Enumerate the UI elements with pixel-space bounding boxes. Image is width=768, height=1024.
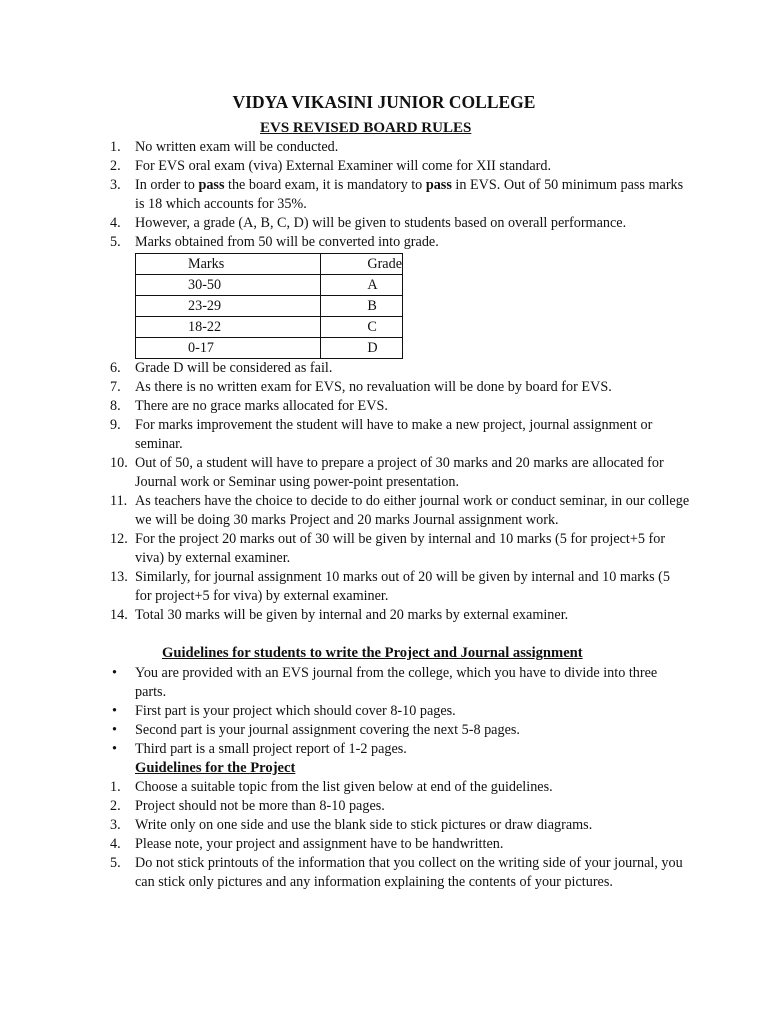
list-item bbox=[0, 740, 690, 759]
rule-text-part: In order to bbox=[135, 177, 199, 193]
rule-item bbox=[0, 397, 690, 416]
table-row bbox=[136, 275, 403, 296]
bullet-text: First part is your project which should cover 8-10 pages. bbox=[135, 703, 456, 719]
list-item bbox=[0, 797, 690, 816]
rule-number: 5. bbox=[110, 234, 121, 250]
list-item bbox=[0, 702, 690, 721]
rule-number: 14. bbox=[110, 607, 128, 623]
project-guidelines-heading: Guidelines for the Project bbox=[135, 760, 296, 776]
item-number: 5. bbox=[110, 855, 121, 871]
project-guidelines-list bbox=[0, 778, 690, 892]
rule-text: However, a grade (A, B, C, D) will be given to students based on overall performance. bbox=[135, 215, 627, 231]
list-item bbox=[0, 778, 690, 797]
table-row bbox=[136, 317, 403, 338]
item-number: 2. bbox=[110, 798, 121, 814]
rule-number: 3. bbox=[110, 177, 121, 193]
rule-number: 13. bbox=[110, 569, 128, 585]
rule-text: As teachers have the choice to decide to do either journal work or conduct seminar, in our college we will be doing 30 marks Project and 20 marks Journal assignment work. bbox=[135, 493, 690, 528]
rule-item bbox=[0, 530, 690, 568]
item-text: Please note, your project and assignment have to be handwritten. bbox=[135, 836, 504, 852]
rule-item bbox=[0, 233, 690, 252]
rules-list-part1 bbox=[0, 138, 690, 252]
rule-text: Similarly, for journal assignment 10 marks out of 20 will be given by internal and 10 marks (5 for project+5 for viva) by external examiner. bbox=[135, 569, 670, 604]
rule-text-bold: pass bbox=[425, 177, 452, 193]
rule-text: For EVS oral exam (viva) External Examiner will come for XII standard. bbox=[135, 158, 552, 174]
bullet-text: Third part is a small project report of 1-2 pages. bbox=[135, 741, 407, 757]
table-header-row bbox=[136, 254, 403, 275]
guidelines-bullet-list bbox=[0, 664, 690, 759]
bullet-text: You are provided with an EVS journal from the college, which you have to divide into three parts. bbox=[135, 665, 658, 700]
bullet-text: Second part is your journal assignment covering the next 5-8 pages. bbox=[135, 722, 520, 738]
rule-item bbox=[0, 214, 690, 233]
list-item bbox=[0, 664, 690, 702]
rule-text: No written exam will be conducted. bbox=[135, 139, 339, 155]
table-cell-marks: 30-50 bbox=[136, 275, 321, 296]
rule-number: 8. bbox=[110, 398, 121, 414]
rule-item bbox=[0, 359, 690, 378]
rule-text: For the project 20 marks out of 30 will be given by internal and 10 marks (5 for project+5 for viva) by external examiner. bbox=[135, 531, 666, 566]
table-header-grade: Grade bbox=[321, 254, 403, 275]
rule-number: 2. bbox=[110, 158, 121, 174]
bullet-icon: • bbox=[112, 741, 117, 757]
item-text: Choose a suitable topic from the list given below at end of the guidelines. bbox=[135, 779, 553, 795]
rule-text: Out of 50, a student will have to prepare a project of 30 marks and 20 marks are allocated for Journal work or Seminar using power-point presentation. bbox=[135, 455, 664, 490]
rule-text: Marks obtained from 50 will be converted into grade. bbox=[135, 234, 439, 250]
rule-number: 9. bbox=[110, 417, 121, 433]
table-cell-grade: B bbox=[321, 296, 403, 317]
table-row bbox=[136, 296, 403, 317]
rules-list-part2 bbox=[0, 359, 690, 625]
rule-item bbox=[0, 606, 690, 625]
rule-text: Grade D will be considered as fail. bbox=[135, 360, 333, 376]
list-item bbox=[0, 721, 690, 740]
table-row bbox=[136, 338, 403, 359]
rule-number: 6. bbox=[110, 360, 121, 376]
rule-text-bold: pass bbox=[198, 177, 225, 193]
item-number: 1. bbox=[110, 779, 121, 795]
item-number: 4. bbox=[110, 836, 121, 852]
table-cell-grade: C bbox=[321, 317, 403, 338]
bullet-icon: • bbox=[112, 665, 117, 681]
rule-number: 10. bbox=[110, 455, 128, 471]
item-text: Do not stick printouts of the information that you collect on the writing side of your journal, you can stick only pictures and any information explaining the contents of your pictures. bbox=[135, 855, 683, 890]
rule-number: 7. bbox=[110, 379, 121, 395]
rule-item bbox=[0, 157, 690, 176]
rule-number: 11. bbox=[110, 493, 128, 509]
rule-number: 1. bbox=[110, 139, 121, 155]
table-header-marks: Marks bbox=[136, 254, 321, 275]
rules-subtitle: EVS REVISED BOARD RULES bbox=[260, 120, 472, 136]
rule-item bbox=[0, 138, 690, 157]
table-cell-marks: 18-22 bbox=[136, 317, 321, 338]
rule-text: As there is no written exam for EVS, no revaluation will be done by board for EVS. bbox=[135, 379, 612, 395]
rule-number: 4. bbox=[110, 215, 121, 231]
table-cell-grade: D bbox=[321, 338, 403, 359]
rule-text: For marks improvement the student will have to make a new project, journal assignment or seminar. bbox=[135, 417, 653, 452]
rule-text-part: the board exam, it is mandatory to bbox=[224, 177, 426, 193]
college-title: VIDYA VIKASINI JUNIOR COLLEGE bbox=[232, 92, 536, 112]
rule-item bbox=[0, 492, 690, 530]
guidelines-heading: Guidelines for students to write the Project and Journal assignment bbox=[162, 645, 583, 661]
rule-item bbox=[0, 454, 690, 492]
rule-text: Total 30 marks will be given by internal and 20 marks by external examiner. bbox=[135, 607, 569, 623]
rule-text-part: in EVS. Out of 50 minimum pass marks is 18 which accounts for 35%. bbox=[135, 177, 684, 212]
rule-number: 12. bbox=[110, 531, 128, 547]
list-item bbox=[0, 854, 690, 892]
rule-text: There are no grace marks allocated for EVS. bbox=[135, 398, 388, 414]
list-item bbox=[0, 835, 690, 854]
grade-table bbox=[135, 253, 403, 359]
item-number: 3. bbox=[110, 817, 121, 833]
list-item bbox=[0, 816, 690, 835]
item-text: Project should not be more than 8-10 pages. bbox=[135, 798, 385, 814]
rule-item bbox=[0, 378, 690, 397]
bullet-icon: • bbox=[112, 722, 117, 738]
table-cell-grade: A bbox=[321, 275, 403, 296]
rule-item bbox=[0, 416, 690, 454]
table-cell-marks: 0-17 bbox=[136, 338, 321, 359]
rule-item bbox=[0, 568, 690, 606]
table-cell-marks: 23-29 bbox=[136, 296, 321, 317]
item-text: Write only on one side and use the blank side to stick pictures or draw diagrams. bbox=[135, 817, 593, 833]
rule-item bbox=[0, 176, 690, 214]
bullet-icon: • bbox=[112, 703, 117, 719]
